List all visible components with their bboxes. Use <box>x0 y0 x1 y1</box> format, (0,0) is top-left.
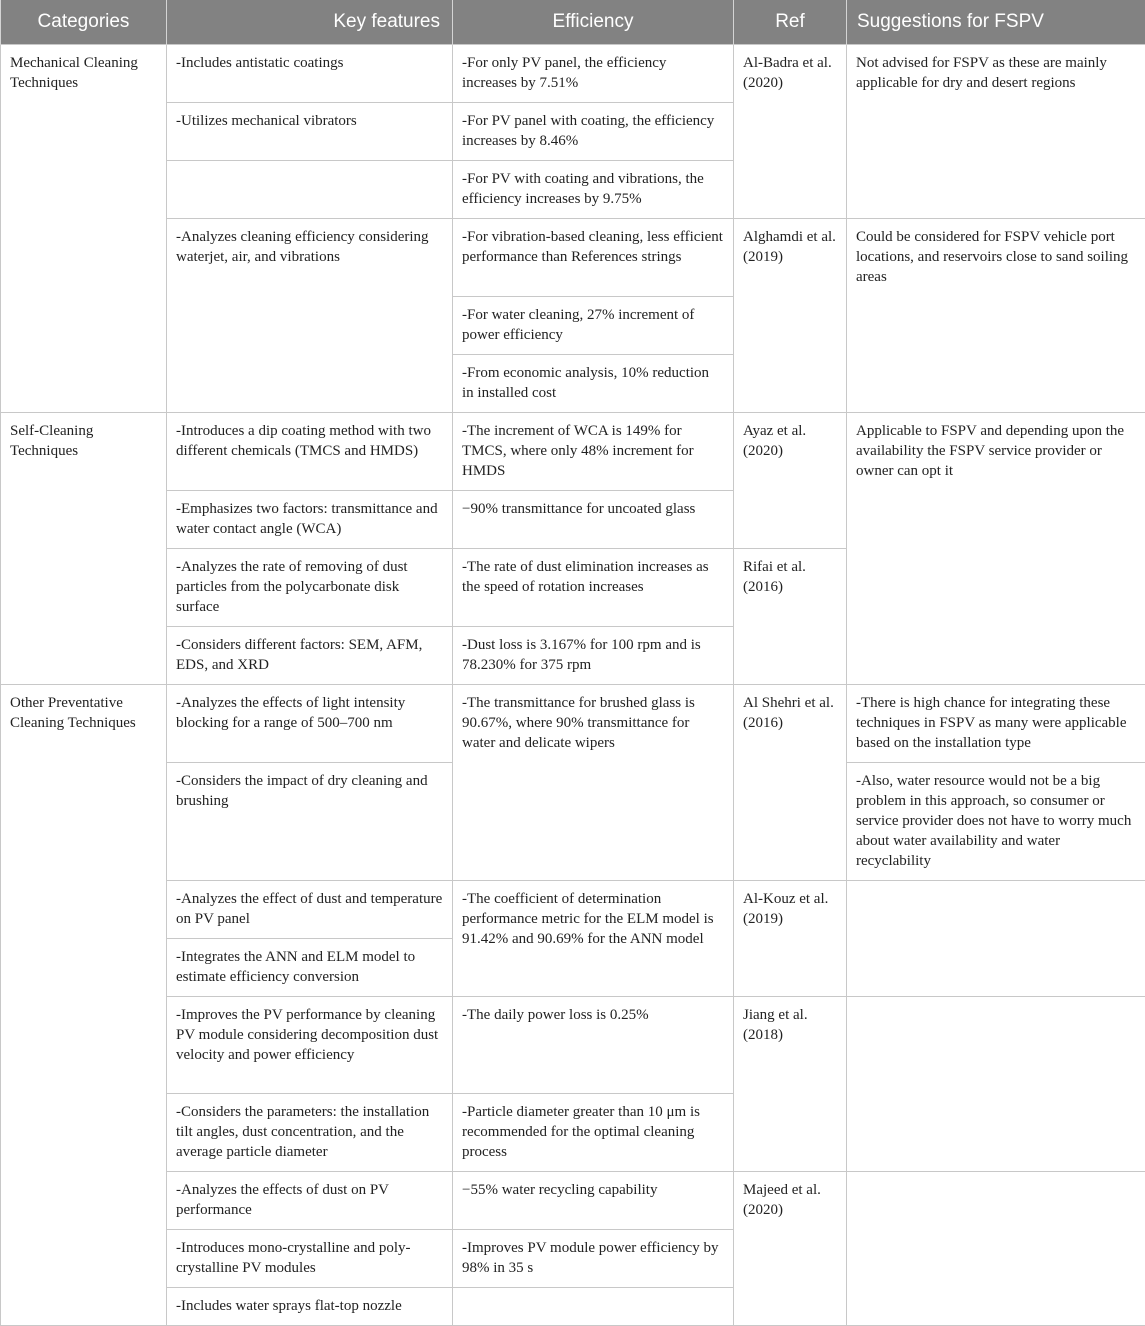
header-key-features: Key features <box>167 0 453 45</box>
key-feature-cell: -Considers the parameters: the installation tilt angles, dust concentration, and the average particle diameter <box>167 1094 453 1172</box>
efficiency-cell: −55% water recycling capability <box>453 1172 734 1230</box>
efficiency-cell: -Dust loss is 3.167% for 100 rpm and is 78.230% for 375 rpm <box>453 627 734 685</box>
ref-cell: Jiang et al. (2018) <box>734 997 847 1172</box>
key-feature-cell: -Introduces a dip coating method with two different chemicals (TMCS and HMDS) <box>167 413 453 491</box>
table-row <box>1 219 1145 297</box>
empty-cell <box>453 1288 734 1326</box>
efficiency-cell: -From economic analysis, 10% reduction in installed cost <box>453 355 734 413</box>
efficiency-cell: -The increment of WCA is 149% for TMCS, where only 48% increment for HMDS <box>453 413 734 491</box>
header-row <box>1 0 1145 45</box>
empty-cell <box>847 881 1145 997</box>
key-feature-cell: -Analyzes the effects of light intensity blocking for a range of 500–700 nm <box>167 685 453 763</box>
efficiency-cell: -For vibration-based cleaning, less efficient performance than References strings <box>453 219 734 297</box>
key-feature-cell: -Analyzes cleaning efficiency considering waterjet, air, and vibrations <box>167 219 453 413</box>
key-feature-cell: -Analyzes the rate of removing of dust particles from the polycarbonate disk surface <box>167 549 453 627</box>
efficiency-cell: -For water cleaning, 27% increment of power efficiency <box>453 297 734 355</box>
key-feature-cell: -Analyzes the effects of dust on PV performance <box>167 1172 453 1230</box>
efficiency-cell: -For PV with coating and vibrations, the efficiency increases by 9.75% <box>453 161 734 219</box>
ref-cell: Ayaz et al. (2020) <box>734 413 847 549</box>
empty-cell <box>847 997 1145 1172</box>
ref-cell: Alghamdi et al. (2019) <box>734 219 847 413</box>
efficiency-cell: -For PV panel with coating, the efficiency increases by 8.46% <box>453 103 734 161</box>
category-cell: Self-Cleaning Techniques <box>1 413 167 685</box>
empty-cell <box>847 1172 1145 1326</box>
efficiency-cell: -The coefficient of determination performance metric for the ELM model is 91.42% and 90.69% for the ANN model <box>453 881 734 997</box>
efficiency-cell: -The daily power loss is 0.25% <box>453 997 734 1094</box>
key-feature-cell: -Includes water sprays flat-top nozzle <box>167 1288 453 1326</box>
key-feature-cell: -Utilizes mechanical vibrators <box>167 103 453 161</box>
table-row <box>1 1172 1145 1230</box>
key-feature-cell: -Improves the PV performance by cleaning PV module considering decomposition dust velocity and power efficiency <box>167 997 453 1094</box>
table-row <box>1 413 1145 491</box>
header-suggestions: Suggestions for FSPV <box>847 0 1145 45</box>
efficiency-cell: -The transmittance for brushed glass is 90.67%, where 90% transmittance for water and delicate wipers <box>453 685 734 881</box>
header-ref: Ref <box>734 0 847 45</box>
key-feature-cell: -Includes antistatic coatings <box>167 45 453 103</box>
table-row <box>1 45 1145 103</box>
suggestion-cell: Applicable to FSPV and depending upon the availability the FSPV service provider or owner can opt it <box>847 413 1145 685</box>
header-efficiency: Efficiency <box>453 0 734 45</box>
key-feature-cell: -Considers different factors: SEM, AFM, EDS, and XRD <box>167 627 453 685</box>
ref-cell: Majeed et al. (2020) <box>734 1172 847 1326</box>
key-feature-cell: -Integrates the ANN and ELM model to estimate efficiency conversion <box>167 939 453 997</box>
efficiency-cell: -Particle diameter greater than 10 μm is recommended for the optimal cleaning process <box>453 1094 734 1172</box>
efficiency-cell: -Improves PV module power efficiency by 98% in 35 s <box>453 1230 734 1288</box>
header-categories: Categories <box>1 0 167 45</box>
category-cell: Other Preventative Cleaning Techniques <box>1 685 167 1326</box>
ref-cell: Al-Badra et al. (2020) <box>734 45 847 219</box>
suggestion-cell: Not advised for FSPV as these are mainly applicable for dry and desert regions <box>847 45 1145 219</box>
ref-cell: Al Shehri et al. (2016) <box>734 685 847 881</box>
suggestion-cell: -There is high chance for integrating these techniques in FSPV as many were applicable based on the installation type <box>847 685 1145 763</box>
efficiency-cell: -The rate of dust elimination increases as the speed of rotation increases <box>453 549 734 627</box>
category-cell: Mechanical Cleaning Techniques <box>1 45 167 413</box>
suggestion-cell: Could be considered for FSPV vehicle port locations, and reservoirs close to sand soiling areas <box>847 219 1145 413</box>
key-feature-cell: -Analyzes the effect of dust and temperature on PV panel <box>167 881 453 939</box>
key-feature-cell: -Emphasizes two factors: transmittance and water contact angle (WCA) <box>167 491 453 549</box>
ref-cell: Rifai et al. (2016) <box>734 549 847 685</box>
table-row <box>1 685 1145 763</box>
empty-cell <box>167 161 453 219</box>
key-feature-cell: -Considers the impact of dry cleaning and brushing <box>167 763 453 881</box>
table-row <box>1 997 1145 1094</box>
efficiency-cell: −90% transmittance for uncoated glass <box>453 491 734 549</box>
efficiency-cell: -For only PV panel, the efficiency increases by 7.51% <box>453 45 734 103</box>
ref-cell: Al-Kouz et al. (2019) <box>734 881 847 997</box>
table-row <box>1 881 1145 939</box>
key-feature-cell: -Introduces mono-crystalline and poly-crystalline PV modules <box>167 1230 453 1288</box>
suggestion-cell: -Also, water resource would not be a big problem in this approach, so consumer or service provider does not have to worry much about water availability and water recyclability <box>847 763 1145 881</box>
